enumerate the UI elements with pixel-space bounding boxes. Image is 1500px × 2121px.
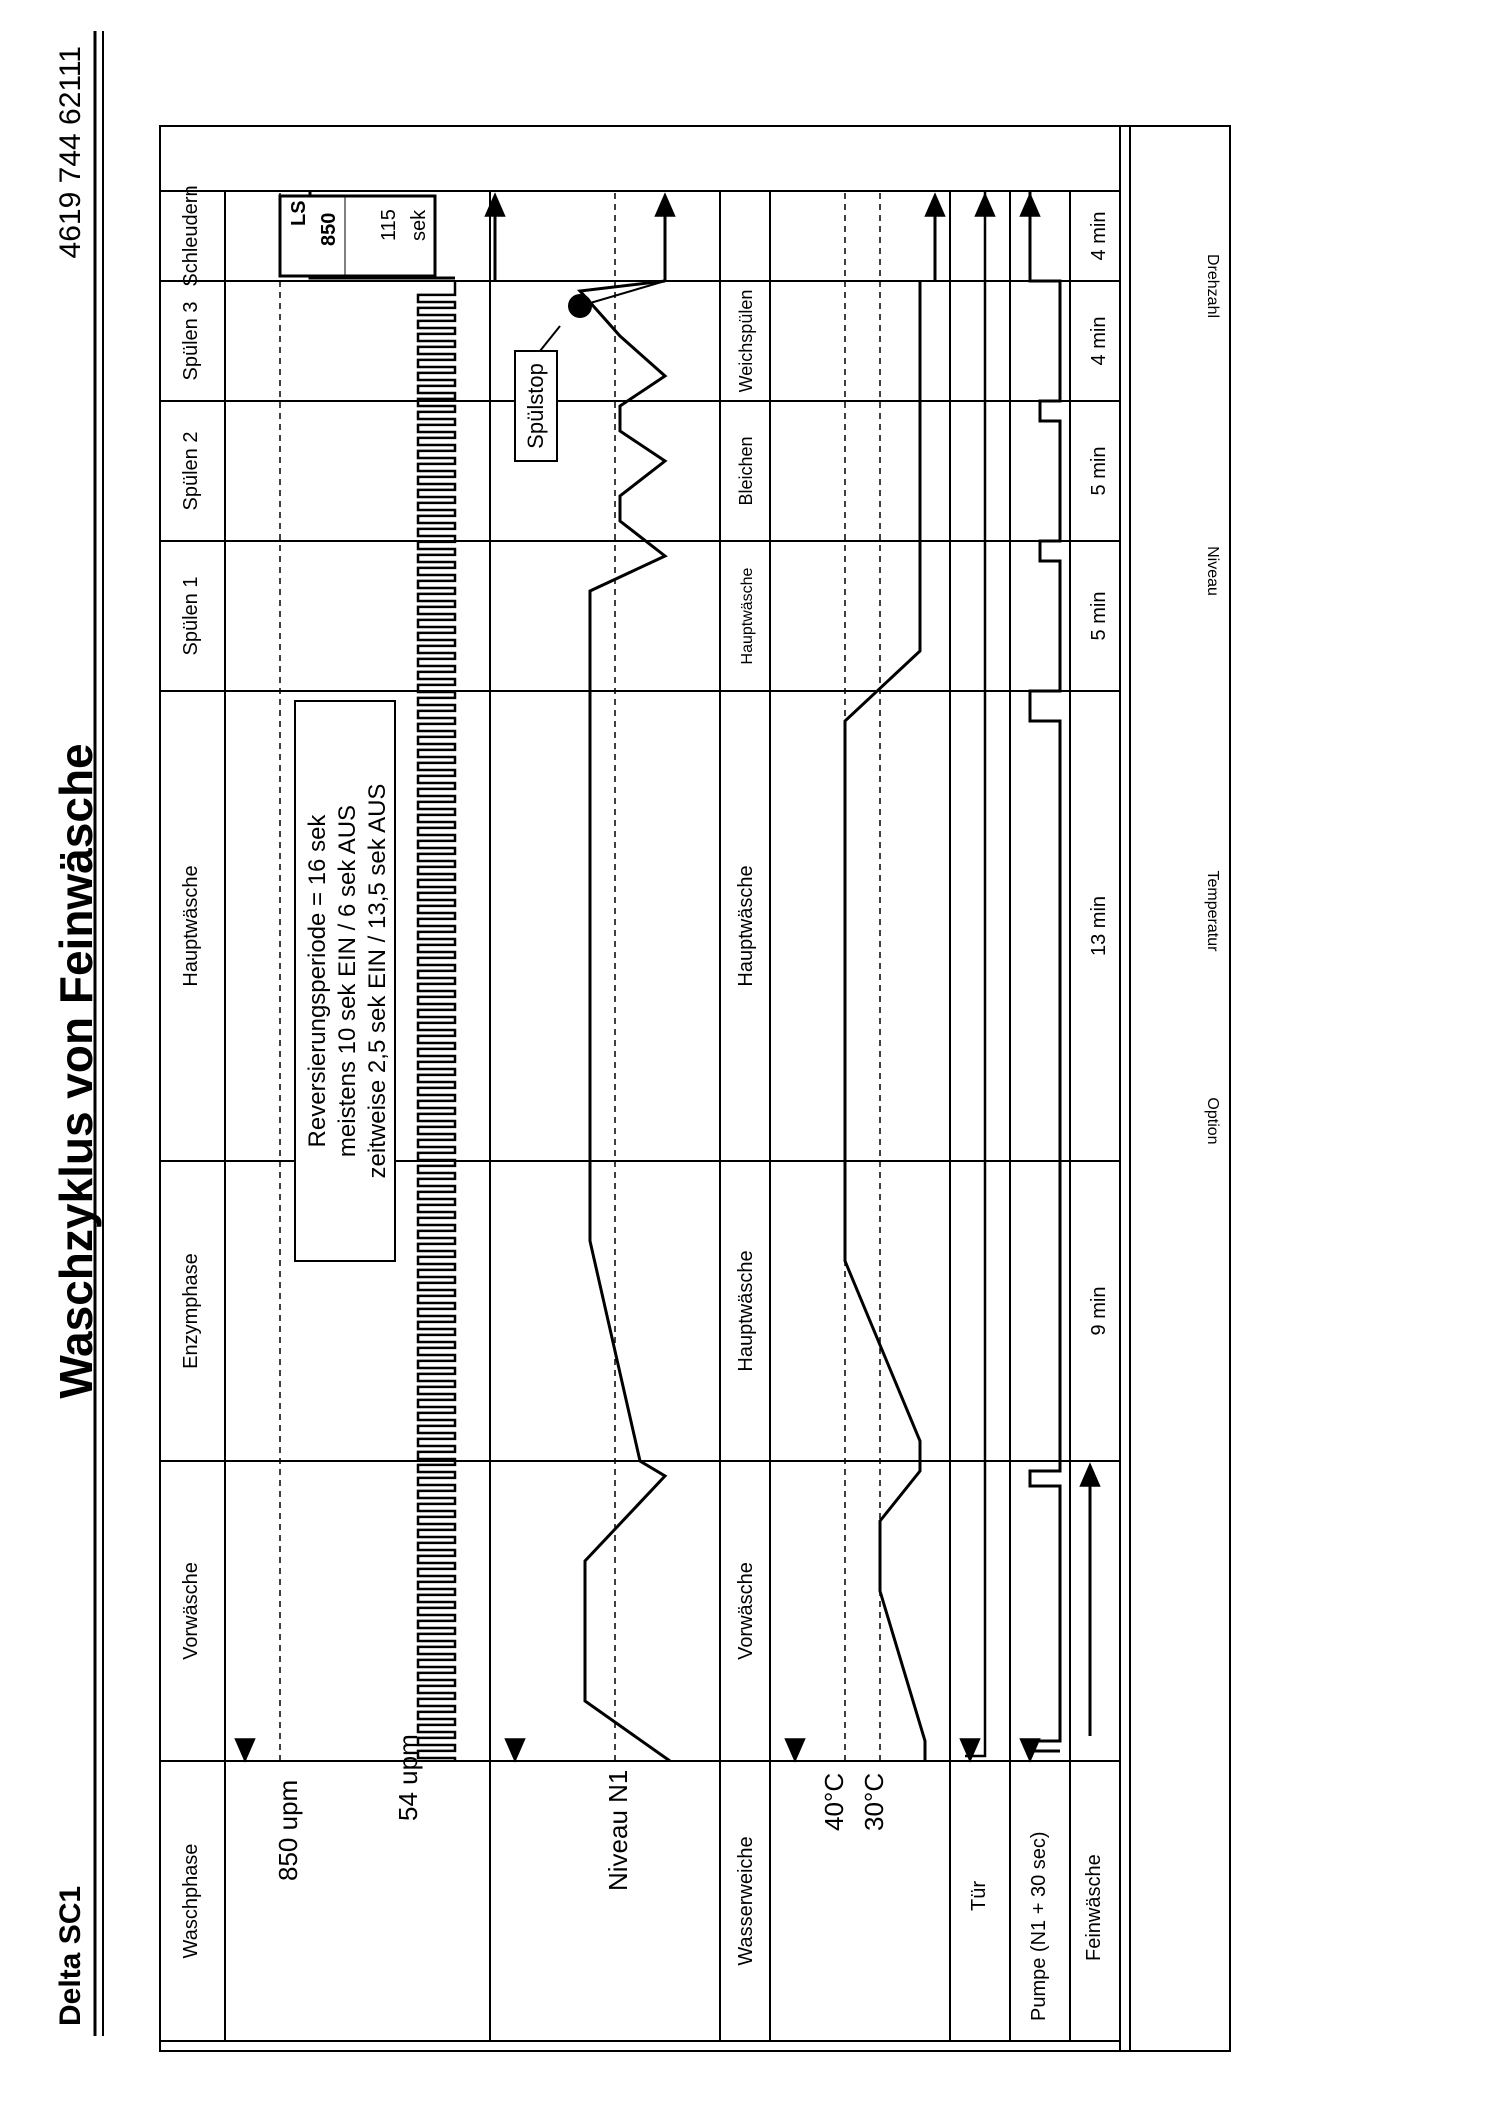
document-code: 4619 744 62111 [54,46,87,259]
door-end-arrow-head [977,196,994,215]
phase-header-spuelen2: Spülen 2 [180,431,202,511]
reversal-square-wave [418,281,455,1761]
start-arrows [237,1740,1039,1761]
temperature-trace [845,281,925,1761]
level-label: Niveau N1 [603,1769,633,1891]
temp-low-label: 30°C [859,1772,889,1831]
pump-label: Pumpe (N1 + 30 sec) [1028,1831,1050,2021]
row-label-speed: Drehzahl [1204,253,1221,319]
rinse-stop-label: Spülstop [523,363,548,449]
pump-pulses [1030,191,1060,1751]
weiche-spuelen2: Bleichen [736,436,756,506]
door-label: Tür [968,1881,990,1911]
reversal-line-2: meistens 10 sek EIN / 6 sek AUS [334,804,361,1158]
weiche-spuelen1: Hauptwäsche [739,567,756,665]
label-column [180,1734,1105,2021]
water-switch-row [735,290,757,1660]
duration-schleudern: 4 min [1088,211,1110,261]
phase-header-hauptwaesche: Hauptwäsche [180,865,202,987]
reversal-info-box [295,701,395,1261]
spin-box-label: LS [288,200,310,226]
row-label-level: Niveau [1204,546,1221,596]
spin-box-time-unit: sek [408,209,430,241]
temp-high-label: 40°C [819,1772,849,1831]
phase-header-vorwaesche: Vorwäsche [180,1562,202,1660]
rinse-stop-marker [515,281,665,461]
weiche-vorwaesche: Vorwäsche [735,1562,757,1660]
spin-info-box [280,196,435,276]
duration-hauptwaesche: 13 min [1088,895,1110,957]
duration-row [1088,212,1110,1336]
row-label-option: Option [1204,1097,1221,1145]
duration-spuelen2: 5 min [1088,446,1110,496]
phase-headers [180,185,202,1660]
water-switch-label: Wasserweiche [735,1836,757,1966]
duration-enzymphase: 9 min [1088,1286,1110,1336]
spin-box-time-value: 115 [378,209,400,241]
model-label: Delta SC1 [54,1885,87,2026]
speed-high-label: 850 upm [273,1779,303,1881]
row-names [1204,254,1221,1145]
phase-header-spuelen3: Spülen 3 [180,301,202,381]
duration-spuelen3: 4 min [1088,316,1110,366]
waschphase-label: Waschphase [180,1843,202,1959]
level-trace [580,281,670,1761]
phase-header-enzymphase: Enzymphase [180,1253,202,1369]
speed-low-label: 54 upm [393,1734,423,1821]
door-line [965,191,985,1756]
weiche-spuelen3: Weichspülen [736,289,756,393]
end-arrows [487,196,1099,1485]
program-label: Feinwäsche [1083,1854,1105,1961]
rotated-diagram [50,31,1230,2051]
level-start-arrow-head [507,1740,524,1759]
reversal-line-3: zeitweise 2,5 sek EIN / 13,5 sek AUS [364,783,391,1179]
page-title: Waschzyklus von Feinwäsche [50,743,102,1399]
row-label-temperature: Temperatur [1204,870,1221,952]
pump-start-arrow-head [1022,1740,1039,1759]
weiche-hauptwaesche: Hauptwäsche [735,865,757,987]
pump-end-arrow-head [1022,196,1039,215]
program-end-arrow-head [1082,1466,1099,1485]
temperature-start-arrow-head [787,1740,804,1759]
duration-spuelen1: 5 min [1088,591,1110,641]
reversal-line-1: Reversierungsperiode = 16 sek [304,814,331,1148]
weiche-enzymphase: Hauptwäsche [735,1250,757,1372]
phase-header-schleudern: Schleudern [180,185,202,287]
spin-box-speed: 850 [318,212,340,246]
phase-header-spuelen1: Spülen 1 [180,576,202,656]
